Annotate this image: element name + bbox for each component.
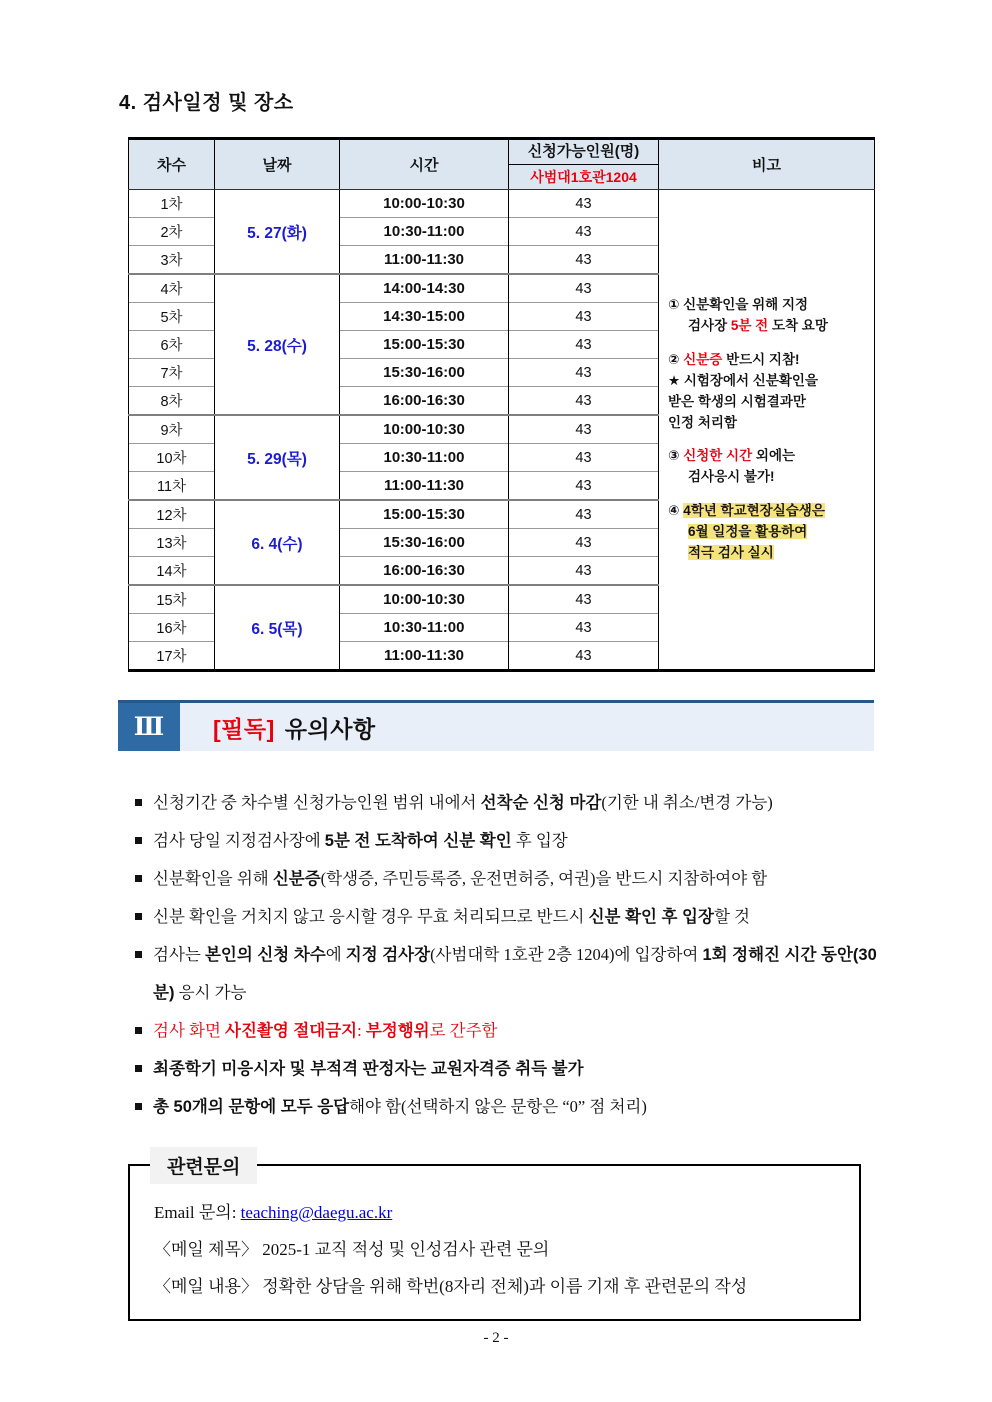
contact-title: 관련문의 [150,1147,257,1184]
email-link[interactable]: teaching@daegu.ac.kr [240,1203,393,1222]
note-line [668,467,868,488]
capacity-cell: 43 [509,585,659,614]
note-line [668,392,868,413]
contact-line [154,1268,839,1305]
note-line [668,501,868,522]
round-cell: 14차 [129,557,215,586]
col-header-round: 차수 [129,139,215,190]
notice-text [153,784,881,822]
round-cell: 13차 [129,529,215,557]
capacity-cell: 43 [509,331,659,359]
text-segment: (학생증, 주민등록증, 운전면허증, 여권)을 반드시 지참하여야 함 [320,869,768,888]
round-cell: 7차 [129,359,215,387]
time-cell: 10:30-11:00 [340,614,509,642]
round-cell: 17차 [129,642,215,671]
bullet-marker-icon [135,837,142,844]
bullet-marker-icon [135,1103,142,1110]
capacity-cell: 43 [509,387,659,416]
text-segment: 신청한 시간 [683,448,753,464]
text-segment: 해야 함(선택하지 않은 문항은 “0” 점 처리) [349,1097,647,1116]
text-segment: 응시 가능 [174,983,247,1002]
note-item [668,501,868,564]
notice-item [133,1012,881,1050]
capacity-cell: 43 [509,557,659,586]
notice-text [153,822,881,860]
time-cell: 10:00-10:30 [340,415,509,444]
capacity-cell: 43 [509,359,659,387]
round-cell: 5차 [129,303,215,331]
note-item [668,446,868,488]
text-segment: 에 [325,945,346,964]
round-cell: 8차 [129,387,215,416]
note-line [668,543,868,564]
text-segment: 본인의 신청 차수 [204,946,326,964]
date-cell: 6. 4(수) [215,500,340,585]
text-segment: 적극 검사 실시 [688,545,774,561]
page-number: - 2 - [483,1330,509,1346]
text-segment: (기한 내 취소/변경 가능) [601,793,773,812]
text-segment: 6월 일정을 활용하여 [688,524,808,540]
notice-text [153,898,881,936]
contact-line [154,1231,839,1268]
text-segment: 검사 당일 지정검사장에 [153,831,325,850]
date-cell: 5. 29(목) [215,415,340,500]
text-segment: 5분 전 [730,317,769,333]
schedule-table [128,137,875,672]
capacity-cell: 43 [509,529,659,557]
contact-box [128,1157,861,1321]
round-cell: 15차 [129,585,215,614]
notice-item [133,860,881,898]
bullet-marker-icon [135,799,142,806]
capacity-cell: 43 [509,303,659,331]
text-segment: 신분 확인 후 입장 [588,908,714,926]
capacity-cell: 43 [509,415,659,444]
text-segment: 외에는 [752,448,796,464]
text-segment: 5분 전 도착하여 신분 확인 [324,832,512,850]
text-segment: 신청기간 중 차수별 신청가능인원 범위 내에서 [153,793,481,812]
text-segment: 로 간주함 [429,1021,498,1040]
capacity-header-label: 신청가능인원(명) [527,143,640,160]
capacity-cell: 43 [509,444,659,472]
text-segment: 반드시 지참! [722,351,800,367]
notice-text [153,936,881,1012]
notice-text [153,1050,881,1088]
section-tag: [필독] [213,715,275,742]
text-segment: 총 50개의 문항에 모두 응답 [153,1098,350,1116]
time-cell: 14:00-14:30 [340,274,509,303]
text-segment: 인정 처리함 [668,414,737,430]
page-title: 4. 검사일정 및 장소 [119,92,294,114]
note-line [668,350,868,371]
date-cell: 6. 5(목) [215,585,340,671]
text-segment: 검사장 [688,317,731,333]
time-cell: 14:30-15:00 [340,303,509,331]
notice-list [133,784,881,1126]
text-segment: 〈메일 제목〉 2025-1 교직 적성 및 인성검사 관련 문의 [154,1240,550,1259]
bullet-marker-icon [135,875,142,882]
text-segment: 지정 검사장 [345,946,431,964]
section-numeral: Ⅲ [133,714,165,741]
text-segment: 1회 정해진 시간 동안(30분) [153,946,877,1002]
schedule-table-header [129,139,875,190]
section-title-text: 유의사항 [284,715,376,742]
bullet-marker-icon [135,913,142,920]
text-segment: ② [668,351,684,367]
note-line [668,413,868,434]
text-segment: ★ 시험장에서 신분확인을 [668,372,819,388]
notice-item [133,936,881,1012]
time-cell: 15:30-16:00 [340,359,509,387]
text-segment: 검사는 [153,945,205,964]
time-cell: 10:30-11:00 [340,444,509,472]
round-cell: 3차 [129,246,215,275]
time-cell: 11:00-11:30 [340,642,509,671]
notice-text [153,1088,881,1126]
round-cell: 2차 [129,218,215,246]
text-segment: (사범대학 1호관 2층 1204)에 입장하여 [430,945,703,964]
round-cell: 4차 [129,274,215,303]
round-cell: 6차 [129,331,215,359]
round-cell: 1차 [129,190,215,218]
capacity-header-location: 사범대1호관1204 [509,164,658,189]
text-segment: ④ [668,503,684,519]
text-segment: 후 입장 [511,831,568,850]
notice-item [133,784,881,822]
text-segment: Email 문의: [154,1203,241,1222]
notice-item [133,1050,881,1088]
time-cell: 16:00-16:30 [340,557,509,586]
capacity-cell: 43 [509,190,659,218]
header-row [129,139,875,190]
text-segment: 검사 화면 [153,1021,226,1040]
time-cell: 10:30-11:00 [340,218,509,246]
text-segment: 최종학기 미응시자 및 부적격 판정자는 교원자격증 취득 불가 [153,1060,584,1078]
round-cell: 10차 [129,444,215,472]
col-header-time: 시간 [340,139,509,190]
notice-item [133,1088,881,1126]
text-segment: 부정행위 [365,1022,430,1040]
time-cell: 11:00-11:30 [340,472,509,501]
notice-text [153,1012,881,1050]
note-line [668,371,868,392]
time-cell: 10:00-10:30 [340,585,509,614]
text-segment: 받은 학생의 시험결과만 [668,393,806,409]
text-segment: 신분증 [272,870,321,888]
text-segment: 할 것 [713,907,750,926]
text-segment: 신분확인을 위해 [153,869,273,888]
text-segment: ③ [668,448,684,464]
contact-lines [154,1194,839,1305]
schedule-body [129,190,875,671]
time-cell: 16:00-16:30 [340,387,509,416]
text-segment: ① 신분확인을 위해 지정 [668,296,809,312]
capacity-cell: 43 [509,218,659,246]
note-item [668,350,868,434]
round-cell: 12차 [129,500,215,529]
contact-line [154,1194,839,1231]
capacity-cell: 43 [509,614,659,642]
time-cell: 15:00-15:30 [340,331,509,359]
notice-item [133,898,881,936]
bullet-marker-icon [135,1027,142,1034]
text-segment: 사진촬영 절대금지 [225,1022,358,1040]
note-line [668,295,868,316]
text-segment: 신분증 [683,351,723,367]
note-item [668,295,868,337]
note-line [668,446,868,467]
table-row [129,190,875,218]
time-cell: 10:00-10:30 [340,190,509,218]
text-segment: 신분 확인을 거치지 않고 응시할 경우 무효 처리되므로 반드시 [153,907,589,926]
round-cell: 9차 [129,415,215,444]
round-cell: 11차 [129,472,215,501]
notice-item [133,822,881,860]
capacity-cell: 43 [509,500,659,529]
text-segment: 검사응시 불가! [688,469,775,485]
capacity-cell: 43 [509,274,659,303]
notice-text [153,860,881,898]
note-cell [659,190,875,671]
col-header-date: 날짜 [215,139,340,190]
text-segment: : [357,1021,366,1040]
section-header [118,700,874,751]
note-line [668,522,868,543]
time-cell: 11:00-11:30 [340,246,509,275]
capacity-cell: 43 [509,472,659,501]
section-title [213,711,376,744]
capacity-cell: 43 [509,246,659,275]
time-cell: 15:00-15:30 [340,500,509,529]
round-cell: 16차 [129,614,215,642]
col-header-capacity [509,139,659,190]
text-segment: 〈메일 내용〉 정확한 상담을 위해 학번(8자리 전체)과 이름 기재 후 관련문의 작성 [154,1277,748,1296]
text-segment: 도착 요망 [768,317,828,333]
capacity-cell: 43 [509,642,659,671]
time-cell: 15:30-16:00 [340,529,509,557]
note-line [668,316,868,337]
date-cell: 5. 27(화) [215,190,340,275]
section-numeral-box [118,703,180,751]
bullet-marker-icon [135,1065,142,1072]
date-cell: 5. 28(수) [215,274,340,415]
text-segment: 4학년 학교현장실습생은 [683,503,825,519]
col-header-note: 비고 [659,139,875,190]
bullet-marker-icon [135,951,142,958]
text-segment: 선착순 신청 마감 [480,794,602,812]
